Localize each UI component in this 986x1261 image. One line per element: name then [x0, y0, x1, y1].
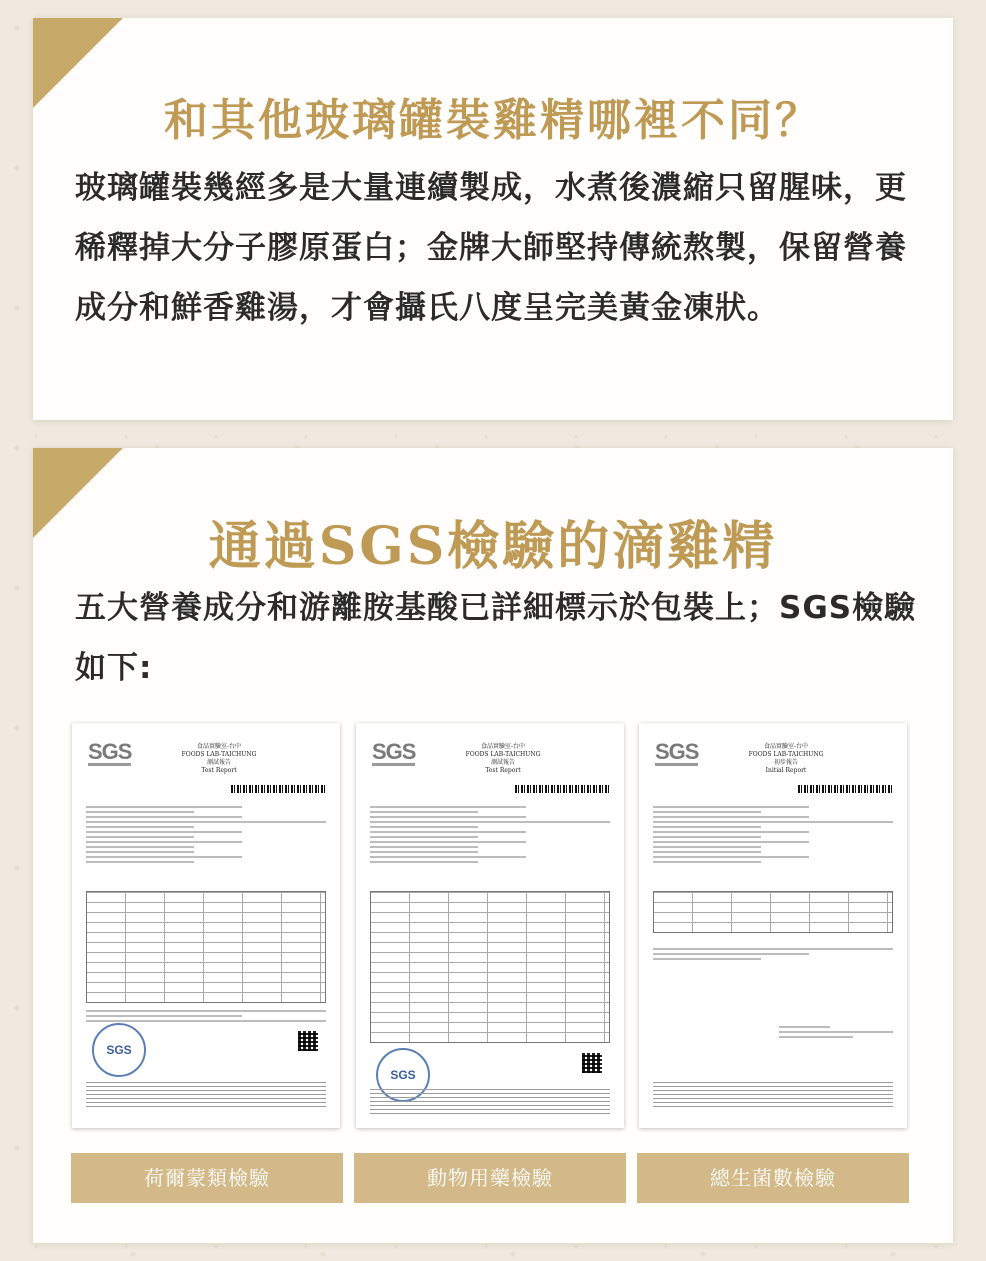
sgs-card: [33, 448, 953, 1243]
sgs-stamp: SGS: [376, 1048, 430, 1102]
qr-code: [582, 1053, 602, 1073]
report-header: 食品實驗室-台中 FOODS LAB-TAICHUNG 測試報告 Test Report: [181, 743, 257, 774]
report-text-lines: [653, 803, 893, 866]
results-table: [653, 891, 893, 933]
report-text-lines: [86, 803, 326, 866]
sgs-logo: SGS: [655, 739, 699, 764]
report-footer: [370, 1088, 610, 1114]
report-footer: [653, 1081, 893, 1107]
sgs-stamp: SGS: [92, 1023, 146, 1077]
total-bacteria-test-button[interactable]: 總生菌數檢驗: [637, 1153, 909, 1203]
results-table: [86, 891, 326, 1003]
report-header: 食品實驗室-台中 FOODS LAB-TAICHUNG 初步報告 Initial Report: [748, 743, 824, 774]
barcode: [515, 785, 610, 793]
section-paragraph: 五大營養成分和游離胺基酸已詳細標示於包裝上；SGS檢驗如下:: [75, 590, 917, 686]
test-report-document: [72, 723, 340, 1128]
barcode: [231, 785, 326, 793]
hormone-test-button[interactable]: 荷爾蒙類檢驗: [71, 1153, 343, 1203]
section-paragraph: 玻璃罐裝幾經多是大量連續製成，水煮後濃縮只留腥味，更稀釋掉大分子膠原蛋白；金牌大師堅持傳統熬製，保留營養成分和鮮香雞湯，才會攝氏八度呈完美黃金凍狀。: [75, 170, 907, 326]
report-text-lines: [370, 803, 610, 866]
report-header: 食品實驗室-台中 FOODS LAB-TAICHUNG 測試報告 Test Report: [465, 743, 541, 774]
report-footer: [86, 1081, 326, 1107]
sgs-logo: SGS: [88, 739, 132, 764]
section-title: 通過SGS檢驗的滴雞精: [208, 516, 778, 577]
qr-code: [298, 1031, 318, 1051]
sgs-logo: SGS: [372, 739, 416, 764]
section-title: 和其他玻璃罐裝雞精哪裡不同？: [164, 95, 822, 146]
veterinary-drug-test-button[interactable]: 動物用藥檢驗: [354, 1153, 626, 1203]
barcode: [798, 785, 893, 793]
test-report-document: [639, 723, 907, 1128]
results-table: [370, 891, 610, 1043]
comparison-card: [33, 18, 953, 420]
test-report-document: [356, 723, 624, 1128]
